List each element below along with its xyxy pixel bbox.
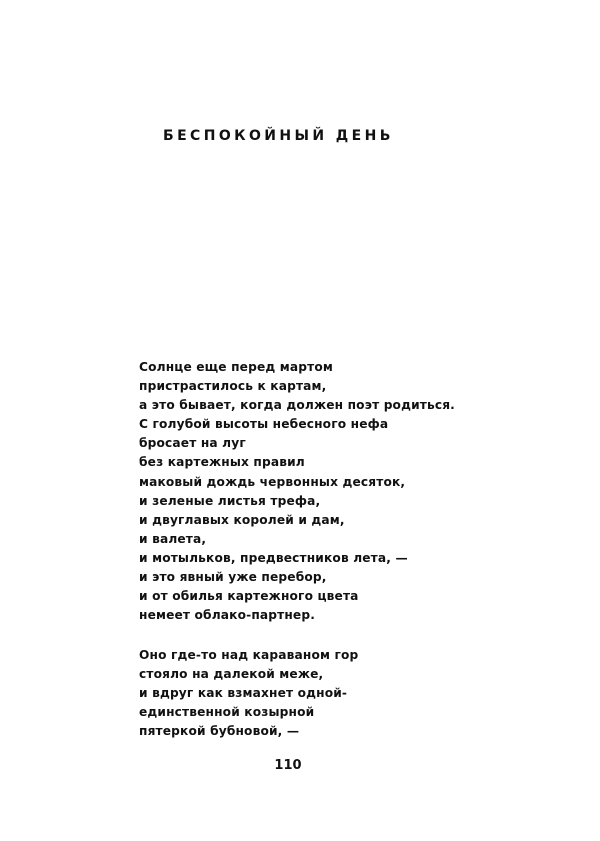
poem-title: БЕСПОКОЙНЫЙ ДЕНЬ (163, 128, 394, 144)
poem-line: а это бывает, когда должен поэт родиться. (139, 398, 455, 413)
poem-line: С голубой высоты небесного нефа (139, 417, 389, 432)
stanza-2 (139, 646, 358, 741)
poem-line: Солнце еще перед мартом (139, 360, 333, 374)
poem-line: единственной козырной (139, 705, 315, 720)
poem-line: пятеркой бубновой, — (139, 724, 300, 739)
poem-line: и двуглавых королей и дам, (139, 512, 345, 527)
poem-line: и вдруг как взмахнет одной- (139, 686, 348, 701)
poem-line: и валета, (139, 531, 207, 546)
poem-line: и это явный уже перебор, (139, 570, 327, 585)
poem-line: бросает на луг (139, 436, 246, 451)
poem-line: пристрастилось к картам, (139, 379, 327, 394)
poem-line: Оно где-то над караваном гор (139, 648, 359, 662)
poem-line: маковый дождь червонных десяток, (139, 474, 406, 489)
page-number: 110 (274, 758, 302, 773)
poem-line: немеет облако-партнер. (139, 608, 315, 623)
stanza-1 (139, 358, 455, 625)
poem-line: стояло на далекой меже, (139, 667, 324, 682)
poem-line: без картежных правил (139, 455, 305, 470)
poem-line: и от обилья картежного цвета (139, 589, 359, 604)
poem-line: и мотыльков, предвестников лета, — (139, 550, 408, 565)
poem-line: и зеленые листья трефа, (139, 493, 321, 508)
